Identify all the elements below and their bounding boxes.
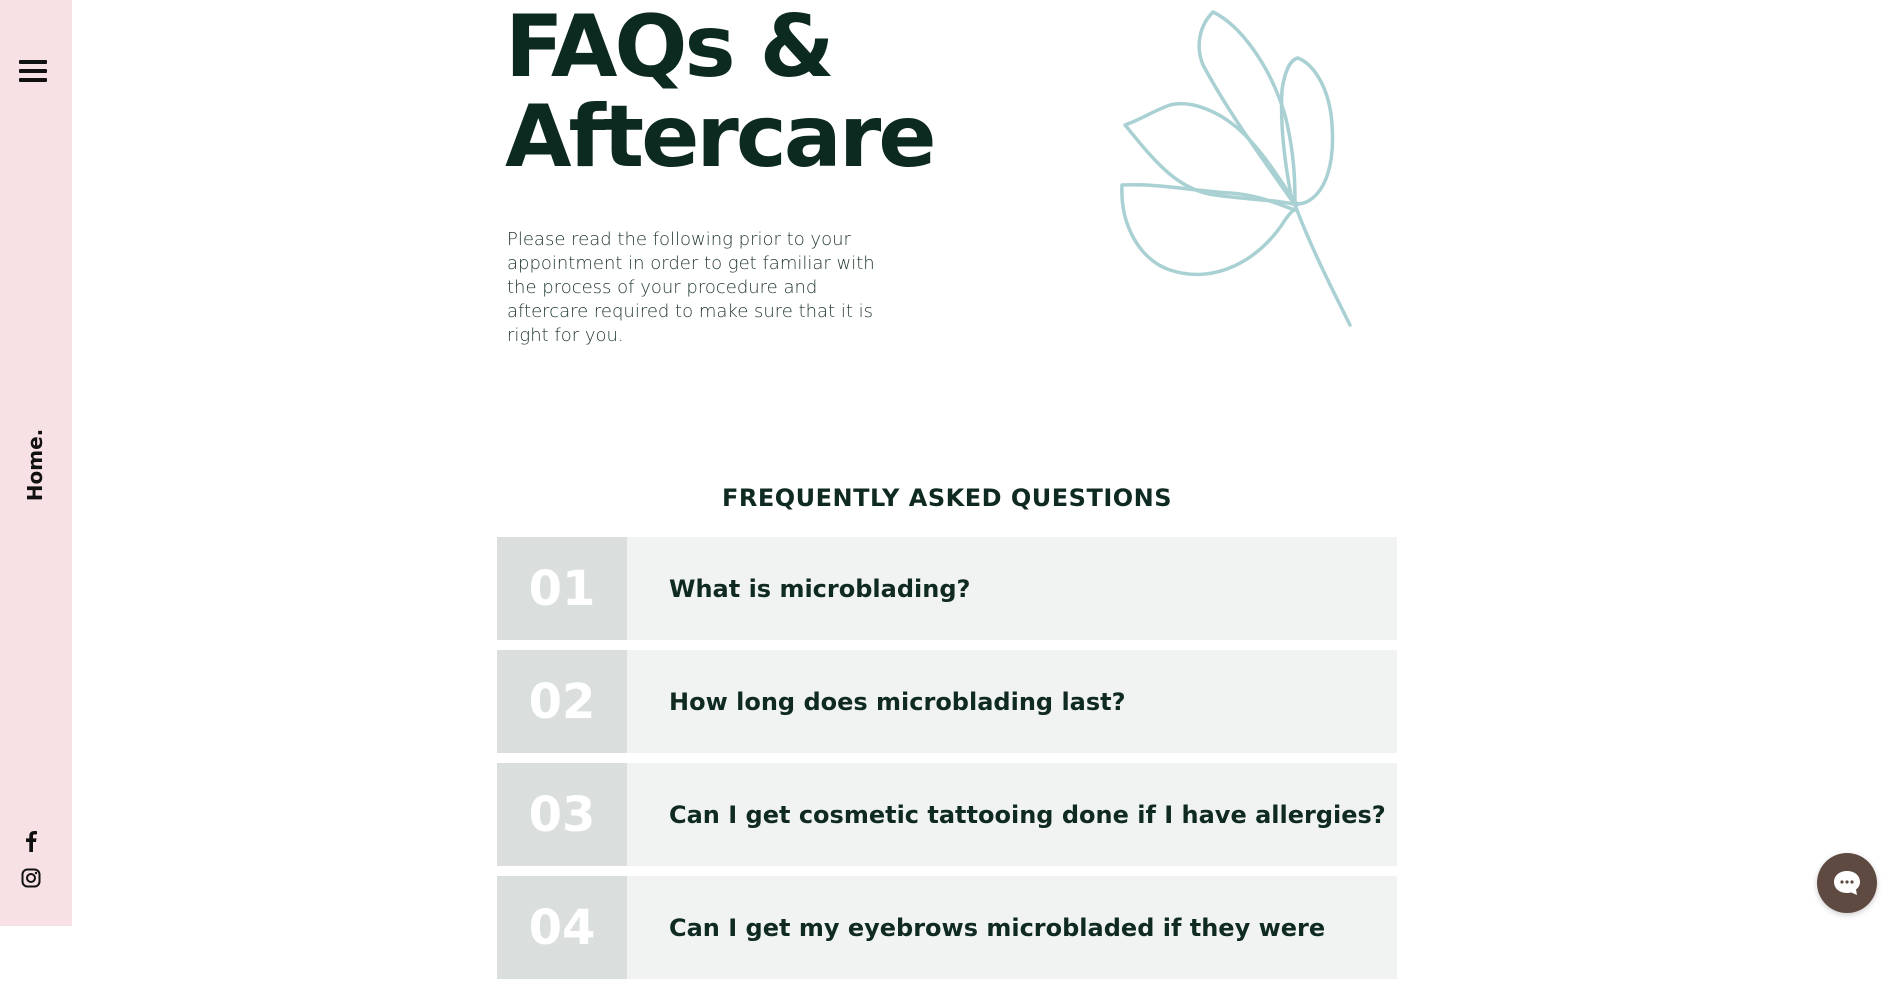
page-title-line-2: Aftercare	[505, 87, 934, 187]
faq-item-question[interactable]: Can I get my eyebrows microbladed if they were	[669, 913, 1326, 942]
chat-button[interactable]	[1817, 853, 1877, 913]
faq-item[interactable]	[497, 650, 1397, 753]
faq-heading: FREQUENTLY ASKED QUESTIONS	[721, 484, 1173, 512]
sidebar	[0, 0, 72, 926]
faq-item[interactable]	[497, 876, 1397, 979]
faq-item-question[interactable]: How long does microblading last?	[669, 687, 1126, 716]
faq-list	[497, 537, 1397, 989]
faq-item-number: 04	[497, 876, 627, 979]
faq-item-number: 03	[497, 763, 627, 866]
faq-item-number: 01	[497, 537, 627, 640]
instagram-icon[interactable]	[19, 866, 43, 890]
faq-item-number: 02	[497, 650, 627, 753]
faq-item[interactable]	[497, 763, 1397, 866]
faq-item-question[interactable]: What is microblading?	[669, 574, 971, 603]
page-title	[505, 0, 934, 187]
hamburger-menu-icon[interactable]	[19, 60, 47, 84]
leaf-illustration	[1110, 5, 1360, 340]
faq-item[interactable]	[497, 537, 1397, 640]
page-title-line-1: FAQs &	[505, 0, 832, 97]
intro-paragraph: Please read the following prior to your appointment in order to get familiar with the process of your procedure and aftercare required to make sure that it is right for you.	[507, 229, 875, 346]
faq-item-question[interactable]: Can I get cosmetic tattooing done if I have allergies?	[669, 800, 1386, 829]
facebook-icon[interactable]	[19, 829, 43, 853]
chat-bubble-icon	[1832, 869, 1862, 897]
nav-home-link[interactable]: Home.	[23, 428, 47, 502]
